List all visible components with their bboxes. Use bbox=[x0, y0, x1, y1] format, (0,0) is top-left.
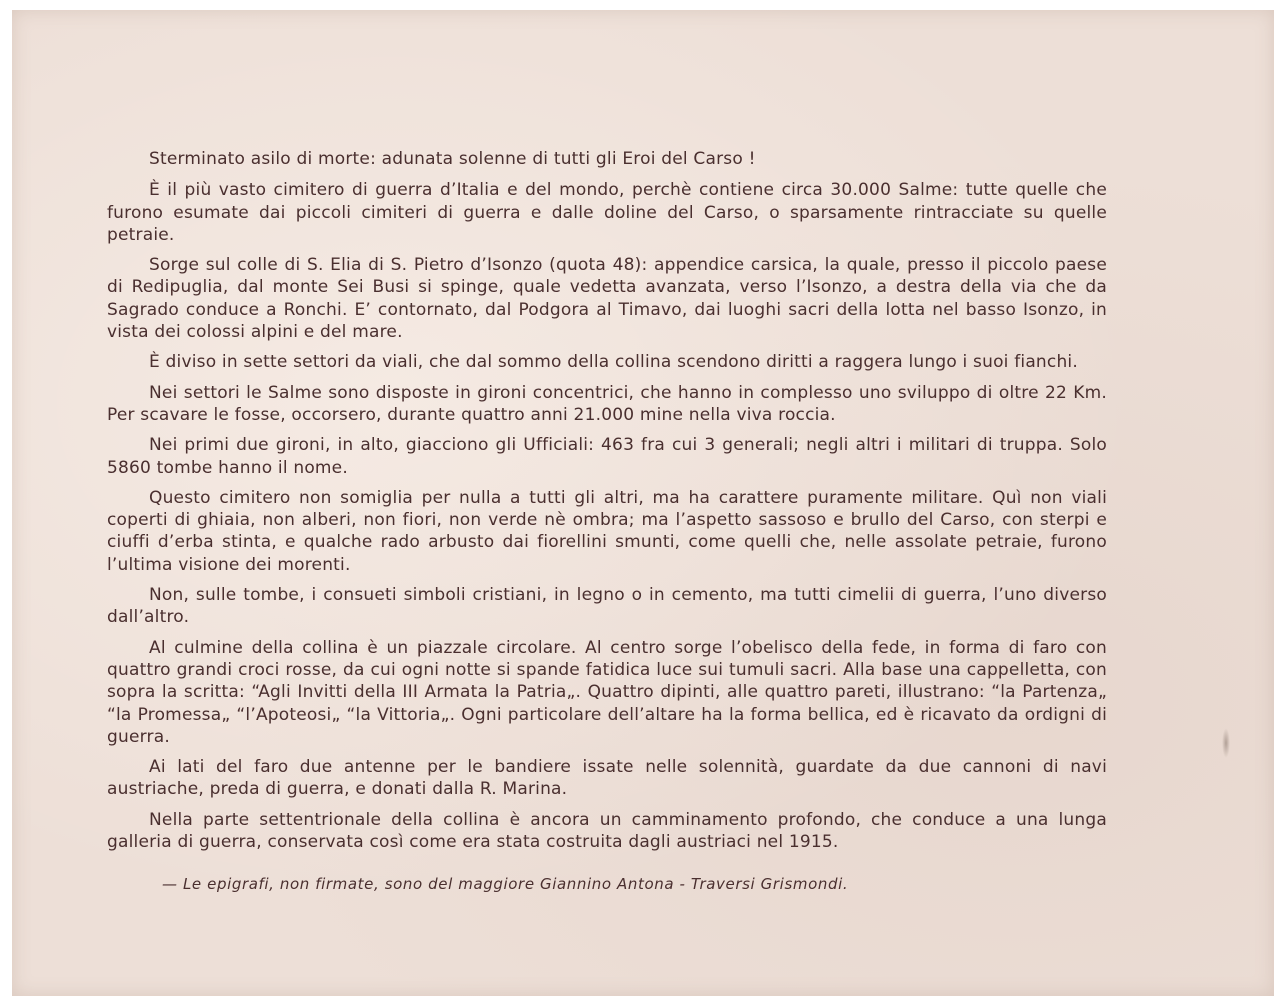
footnote-epigraphs: — Le epigrafi, non firmate, sono del maggiore Giannino Antona - Traversi Grismondi. bbox=[162, 875, 849, 893]
paragraph-antennas: Ai lati del faro due antenne per le bandiere issate nelle solennità, guardate da due cannoni di navi austriache, preda di guerra, e donati dalla R. Marina. bbox=[107, 757, 1107, 800]
paragraph-location: Sorge sul colle di S. Elia di S. Pietro d’Isonzo (quota 48): appendice carsica, la quale, presso il piccolo paese di Redipuglia, dal monte Sei Busi si spinge, quale vedetta avanzata, verso l’Isonzo, a destra della via che da Sagrado conduce a Ronchi. E’ contornato, dal Podgora al Timavo, dai luoghi sacri della lotta nel basso Isonzo, in vista dei colossi alpini e del mare. bbox=[107, 255, 1107, 343]
paragraph-size: È il più vasto cimitero di guerra d’Italia e del mondo, perchè contiene circa 30.000 Salme: tutte quelle che furono esumate dai piccoli cimiteri di guerra e dalle doline del Carso, o sparsamente rintracciate su quelle petraie. bbox=[107, 180, 1107, 245]
paragraph-sectors: È diviso in sette settori da viali, che dal sommo della collina scendono diritti a raggera lungo i suoi fianchi. bbox=[149, 352, 1078, 373]
paragraph-character: Questo cimitero non somiglia per nulla a tutti gli altri, ma ha carattere puramente militare. Quì non viali coperti di ghiaia, non alberi, non fiori, non verde nè ombra; ma l’aspetto sassoso e brullo del Carso, con sterpi e ciuffi d’erba stinta, e qualche rado arbusto dai fiorellini smunti, come quelli che, nelle assolate petraie, furono l’ultima visione dei morenti. bbox=[107, 487, 1107, 575]
paragraph-intro: Sterminato asilo di morte: adunata solenne di tutti gli Eroi del Carso ! bbox=[149, 149, 756, 169]
paragraph-rings: Nei settori le Salme sono disposte in gironi concentrici, che hanno in complesso uno sviluppo di oltre 22 Km. Per scavare le fosse, occorsero, durante quattro anni 21.000 mine nella viva roccia. bbox=[107, 382, 1107, 425]
body-text bbox=[107, 148, 1107, 861]
page-smudge bbox=[1222, 728, 1230, 758]
paragraph-tunnel: Nella parte settentrionale della collina è ancora un camminamento profondo, che conduce a una lunga galleria di guerra, conservata così come era stata costruita dagli austriaci nel 1915. bbox=[107, 809, 1107, 853]
paragraph-summit: Al culmine della collina è un piazzale circolare. Al centro sorge l’obelisco della fede, in forma di faro con quattro grandi croci rosse, da cui ogni notte si spande fatidica luce sui tumuli sacri. Alla base una cappelletta, con sopra la scritta: “Agli Invitti della III Armata la Patria„. Quattro dipinti, alle quattro pareti, illustrano: “la Partenza„ “la Promessa„ “l’Apoteosi„ “la Vittoria„. Ogni particolare dell’altare ha la forma bellica, ed è ricavato da ordigni di guerra. bbox=[107, 637, 1107, 747]
paragraph-symbols: Non, sulle tombe, i consueti simboli cristiani, in legno o in cemento, ma tutti cimelii di guerra, l’uno diverso dall’altro. bbox=[107, 585, 1107, 628]
book-page bbox=[12, 10, 1274, 996]
paragraph-officers: Nei primi due gironi, in alto, giacciono gli Ufficiali: 463 fra cui 3 generali; negli altri i militari di truppa. Solo 5860 tombe hanno il nome. bbox=[107, 435, 1107, 478]
